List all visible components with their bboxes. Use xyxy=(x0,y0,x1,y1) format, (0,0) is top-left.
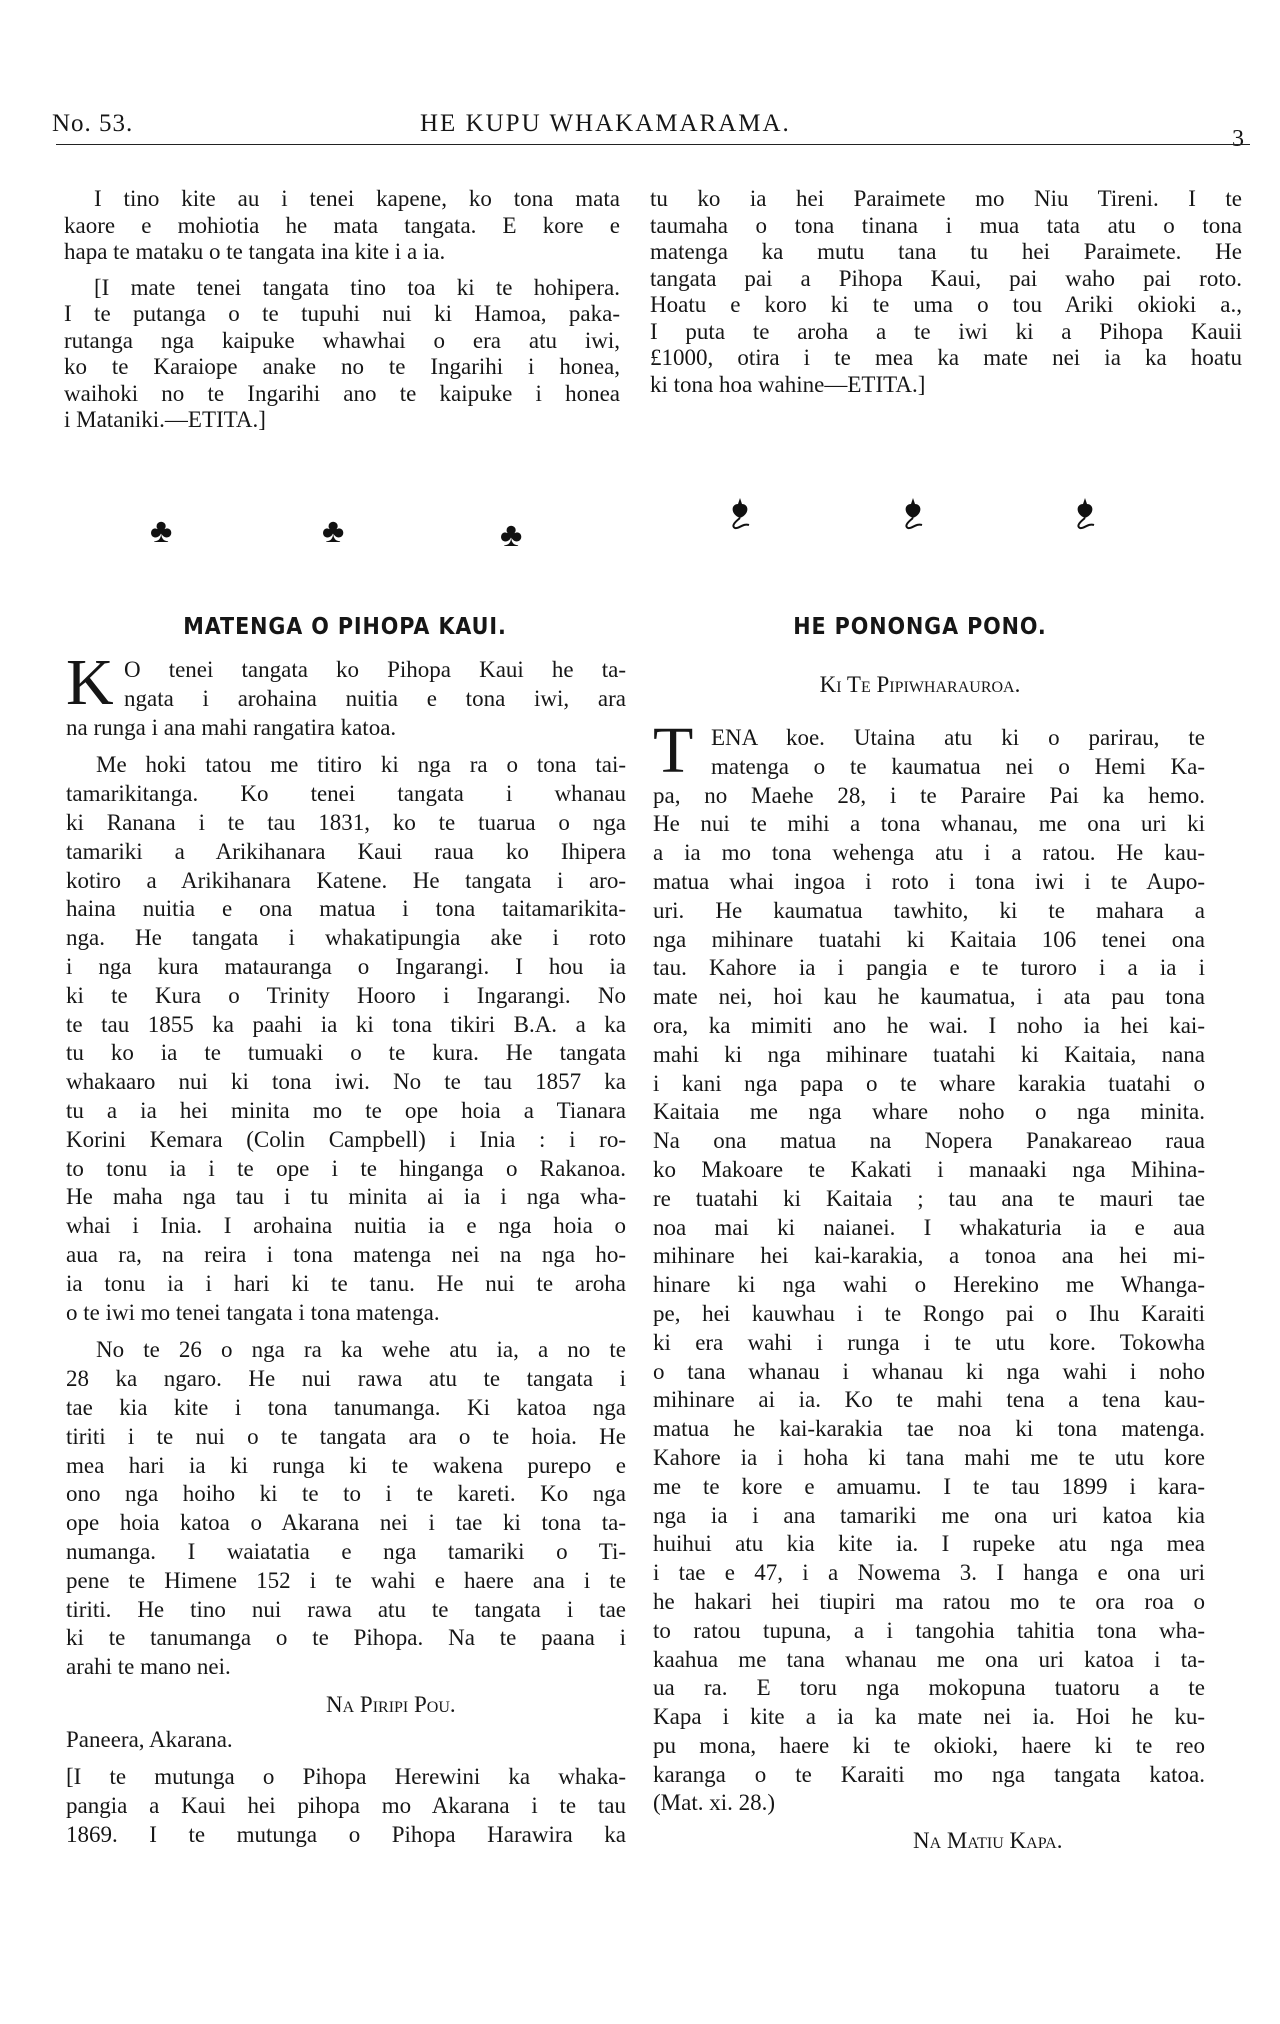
text-line: I te putanga o te tupuhi nui ki Hamoa, paka- xyxy=(64,301,620,326)
drop-cap: K xyxy=(66,646,114,719)
running-title: HE KUPU WHAKAMARAMA. xyxy=(420,110,791,137)
text-line: a ia mo tona wehenga atu i a ratou. He kau- xyxy=(653,840,1205,866)
text-line: te tau 1855 ka paahi ia ki tona tikiri B.A. a ka xyxy=(66,1011,626,1037)
text-line: matenga ka mutu tana tu hei Paraimete. He xyxy=(650,239,1242,264)
article-heading-pononga: HE PONONGA PONO. xyxy=(793,614,1047,640)
paragraph xyxy=(66,646,626,742)
text-line: kaahua me tana whanau me ona uri katoa i ta- xyxy=(653,1646,1205,1672)
text-line: to tonu ia i te ope i te hinganga o Rakanoa. xyxy=(66,1155,626,1181)
text-line: i nga kura matauranga o Ingarangi. I hou ia xyxy=(66,953,626,979)
text-line: tu ko ia hei Paraimete mo Niu Tireni. I te xyxy=(650,186,1242,211)
text-line: aua ra, na reira i tona matenga nei na nga ho- xyxy=(66,1241,626,1267)
text-line: he hakari hei tiupiri ma ratou mo te ora roa o xyxy=(653,1588,1205,1614)
issue-number: No. 53. xyxy=(52,110,134,137)
text-line: Kapa i kite a ia ka mate nei ia. Hoi he ku- xyxy=(653,1704,1205,1730)
text-line: nga. He tangata i whakatipungia ake i roto xyxy=(66,925,626,951)
text-line: ua ra. E toru nga mokopuna tuatoru a te xyxy=(653,1675,1205,1701)
place-line: Paneera, Akarana. xyxy=(66,1726,233,1752)
paragraph xyxy=(64,186,620,266)
text-line: ono nga hoiho ki te to i te kareti. Ko nga xyxy=(66,1481,626,1507)
text-line: nga mihinare tuatahi ki Kaitaia 106 tenei ona xyxy=(653,926,1205,952)
text-line: tiriti. He tino nui rawa atu te tangata i tae xyxy=(66,1596,626,1622)
text-line: tae kia kite i tona tanumanga. Ki katoa nga xyxy=(66,1394,626,1420)
text-line: tu a ia hei minita mo te ope hoia a Tianara xyxy=(66,1097,626,1123)
text-line: ki Ranana i te tau 1831, ko te tuarua o nga xyxy=(66,809,626,835)
text-line: whai i Inia. I arohaina nuitia ia e nga hoia o xyxy=(66,1213,626,1239)
text-line: pe, hei kauwhau i te Rongo pai o Ihu Karaiti xyxy=(653,1300,1205,1326)
text-line: mihinare hei kai-karakia, a tonoa ana hei mi- xyxy=(653,1243,1205,1269)
text-line: pangia a Kaui hei pihopa mo Akarana i te tau xyxy=(66,1793,626,1819)
text-line: ENA koe. Utaina atu ki o parirau, te xyxy=(711,725,1205,750)
text-line: He maha nga tau i tu minita ai ia i nga wha- xyxy=(66,1184,626,1210)
text-line: He nui te mihi a tona whanau, me ona uri ki xyxy=(653,811,1205,837)
text-line: re tuatahi ki Kaitaia ; tau ana te mauri tae xyxy=(653,1185,1205,1211)
fleuron-ornament-icon xyxy=(725,496,755,532)
paragraph xyxy=(66,1336,626,1682)
text-line: O tenei tangata ko Pihopa Kaui he ta- xyxy=(124,657,626,682)
text-line: Me hoki tatou me titiro ki nga ra o tona tai- xyxy=(96,752,626,778)
text-line: I tino kite au i tenei kapene, ko tona mata xyxy=(94,186,620,211)
text-line: [I te mutunga o Pihopa Herewini ka whaka- xyxy=(66,1764,626,1790)
text-line: kaore e mohiotia he mata tangata. E kore e xyxy=(64,212,620,238)
text-line: [I mate tenei tangata tino toa ki te hohipera. xyxy=(94,274,620,300)
text-line: nga ia i ana tamariki me ona uri katoa kia xyxy=(653,1502,1205,1528)
text-line: kotiro a Arikihanara Katene. He tangata i aro- xyxy=(66,867,626,893)
text-line: Hoatu e koro ki te uma o tou Ariki okioki a., xyxy=(650,292,1242,317)
text-line: karanga o te Karaiti mo nga tangata katoa. xyxy=(653,1761,1205,1787)
text-line: mahi ki nga mihinare tuatahi ki Kaitaia, nana xyxy=(653,1041,1205,1067)
paragraph xyxy=(653,714,1205,1818)
club-ornament-icon: ♣ xyxy=(150,513,173,550)
text-line: numanga. I waiatatia e nga tamariki o Ti- xyxy=(66,1538,626,1564)
text-line: 28 ka ngaro. He nui rawa atu te tangata i xyxy=(66,1366,626,1392)
text-line: ia tonu ia i hari ki te tanu. He nui te aroha xyxy=(66,1270,626,1296)
text-line: i Mataniki.—ETITA.] xyxy=(64,407,266,432)
text-line: i tae e 47, i a Nowema 3. I hanga e ona uri xyxy=(653,1560,1205,1586)
text-line: mate nei, hoi kau he kaumatua, i ata pau tona xyxy=(653,984,1205,1010)
text-line: matenga o te kaumatua nei o Hemi Ka- xyxy=(711,753,1205,779)
text-line: tiriti i te nui o te tangata ara o te hoia. He xyxy=(66,1423,626,1449)
signature: Na Piripi Pou. xyxy=(326,1691,456,1717)
text-line: mea hari ia ki runga ki te wakena purepo e xyxy=(66,1452,626,1478)
text-line: uri. He kaumatua tawhito, ki te mahara a xyxy=(653,897,1205,923)
text-line: tu ko ia te tumuaki o te kura. He tangata xyxy=(66,1040,626,1066)
left-article-body xyxy=(66,646,626,1859)
text-line: waihoki no te Ingarihi ano te kaipuke i honea xyxy=(64,380,620,406)
paragraph xyxy=(64,275,620,434)
right-article-body xyxy=(653,714,1205,1862)
text-line: mihinare ai ia. Ko te mahi tena a tena kau- xyxy=(653,1387,1205,1413)
drop-cap: T xyxy=(653,714,694,787)
text-line: noa mai ki naianei. I whakaturia ia e aua xyxy=(653,1214,1205,1240)
text-line: pu mona, haere ki te okioki, haere ki te reo xyxy=(653,1732,1205,1758)
text-line: tamariki a Arikihanara Kaui raua ko Ihipera xyxy=(66,838,626,864)
text-line: pa, no Maehe 28, i te Paraire Pai ka hemo. xyxy=(653,782,1205,808)
text-line: ope hoia katoa o Akarana nei i tae ki tona ta- xyxy=(66,1510,626,1536)
text-line: 1869. I te mutunga o Pihopa Harawira ka xyxy=(66,1822,626,1848)
paragraph xyxy=(66,1763,626,1849)
fleuron-ornament-icon xyxy=(1070,496,1100,532)
header-rule xyxy=(56,144,1250,145)
text-line: o tana whanau i whanau ki nga wahi i noho xyxy=(653,1358,1205,1384)
club-ornament-icon: ♣ xyxy=(322,513,345,550)
paragraph xyxy=(650,186,1242,398)
text-line: tau. Kahore ia i pangia e te turoro i a ia i xyxy=(653,955,1205,981)
signature: Na Matiu Kapa. xyxy=(913,1828,1063,1854)
text-line: Korini Kemara (Colin Campbell) i Inia : i ro- xyxy=(66,1126,626,1152)
left-column-continued-text xyxy=(64,186,620,443)
text-line: me te kore e amuamu. I te tau 1899 i kara- xyxy=(653,1473,1205,1499)
text-line: tamarikitanga. Ko tenei tangata i whanau xyxy=(66,781,626,807)
text-line: ngata i arohaina nuitia e tona iwi, ara xyxy=(124,685,626,711)
text-line: o te iwi mo tenei tangata i tona matenga. xyxy=(66,1299,440,1325)
text-line: No te 26 o nga ra ka wehe atu ia, a no te xyxy=(96,1337,626,1363)
article-subheading: Ki Te Pipiwharauroa. xyxy=(819,672,1021,697)
text-line: i kani nga papa o te whare karakia tuatahi o xyxy=(653,1070,1205,1096)
text-line: hapa te mataku o te tangata ina kite i a ia. xyxy=(64,239,446,264)
text-line: ko te Karaiope anake no te Ingarihi i honea, xyxy=(64,354,620,379)
text-line: £1000, otira i te mea ka mate nei ia ka hoatu xyxy=(650,345,1242,370)
text-line: (Mat. xi. 28.) xyxy=(653,1790,776,1816)
text-line: Kahore ia i hoha ki tana mahi me te utu kore xyxy=(653,1444,1205,1470)
text-line: ki tona hoa wahine—ETITA.] xyxy=(650,371,926,397)
text-line: arahi te mano nei. xyxy=(66,1654,231,1680)
text-line: to ratou tupuna, a i tangohia tahitia tona wha- xyxy=(653,1617,1205,1643)
text-line: huihui atu kia kite ia. I rupeke atu nga mea xyxy=(653,1531,1205,1557)
page-number: 3 xyxy=(1232,126,1245,152)
text-line: ora, ka mimiti ano he wai. I noho ia hei kai- xyxy=(653,1012,1205,1038)
fleuron-ornament-icon xyxy=(898,496,928,532)
text-line: ki te Kura o Trinity Hooro i Ingarangi. No xyxy=(66,982,626,1008)
text-line: matua whai ingoa i roto i tona iwi i te Aupo- xyxy=(653,868,1205,894)
text-line: ki te tanumanga o te Pihopa. Na te paana i xyxy=(66,1625,626,1651)
text-line: hinare ki nga wahi o Herekino me Whanga- xyxy=(653,1272,1205,1298)
text-line: rutanga nga kaipuke whawhai o era atu iwi, xyxy=(64,327,620,353)
text-line: Kaitaia me nga whare noho o nga minita. xyxy=(653,1099,1205,1125)
text-line: pene te Himene 152 i te wahi e haere ana i te xyxy=(66,1567,626,1593)
text-line: Na ona matua na Nopera Panakareao raua xyxy=(653,1128,1205,1154)
club-ornament-icon: ♣ xyxy=(500,517,523,554)
paragraph xyxy=(66,751,626,1327)
text-line: whakaaro nui ki tona iwi. No te tau 1857 ka xyxy=(66,1069,626,1095)
article-heading-matenga: MATENGA O PIHOPA KAUI. xyxy=(183,614,507,640)
text-line: ko Makoare te Kakati i manaaki nga Mihina- xyxy=(653,1156,1205,1182)
text-line: ki era wahi i runga i te utu kore. Tokowha xyxy=(653,1329,1205,1355)
text-line: na runga i ana mahi rangatira katoa. xyxy=(66,714,397,740)
text-line: I puta te aroha a te iwi ki a Pihopa Kauii xyxy=(650,318,1242,344)
right-column-continued-text xyxy=(650,186,1242,407)
text-line: haina nuitia e ona matua i tona taitamarikita- xyxy=(66,896,626,922)
text-line: tangata pai a Pihopa Kaui, pai waho pai roto. xyxy=(650,265,1242,291)
text-line: taumaha o tona tinana i mua tata atu o tona xyxy=(650,212,1242,238)
text-line: matua he kai-karakia tae noa ki tona matenga. xyxy=(653,1416,1205,1442)
